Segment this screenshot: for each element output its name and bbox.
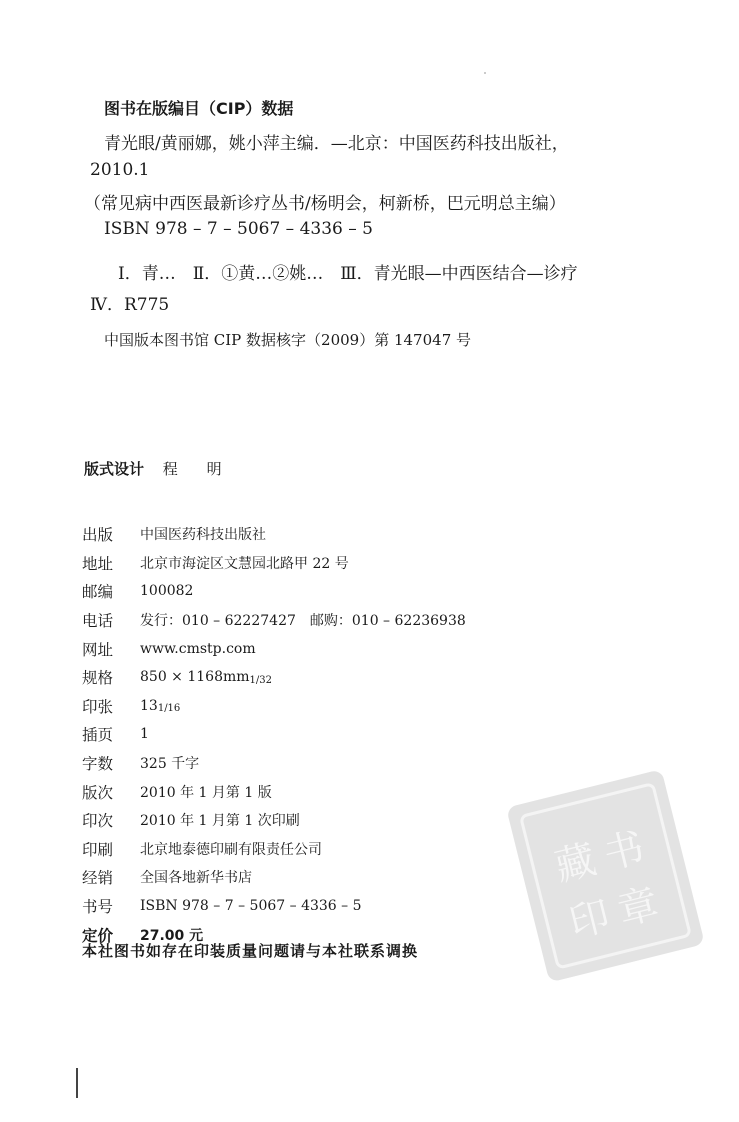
info-label: 印张 (82, 697, 114, 716)
info-label: 地址 (82, 554, 114, 573)
info-value: ISBN 978 – 7 – 5067 – 4336 – 5 (140, 898, 362, 915)
design-label: 版式设计 (84, 460, 145, 478)
info-row (82, 606, 466, 635)
cip-line-series: （常见病中西医最新诊疗丛书/杨明会，柯新桥，巴元明总主编） (84, 194, 566, 214)
info-label: 版次 (82, 783, 114, 802)
info-value: 2010 年 1 月第 1 次印刷 (140, 813, 300, 830)
info-label: 电话 (82, 612, 114, 631)
cip-line-year: 2010.1 (90, 160, 150, 180)
info-value: 850 × 1168mm (140, 669, 250, 686)
info-row (82, 549, 466, 578)
cip-line-classification: Ⅰ．青… Ⅱ．①黄…②姚… Ⅲ．青光眼—中西医结合—诊疗 (118, 264, 578, 284)
info-value: 2010 年 1 月第 1 版 (140, 784, 272, 801)
info-row (82, 663, 466, 692)
stamp-char-1: 藏 (550, 836, 601, 891)
info-label: 书号 (82, 898, 114, 917)
info-row (82, 863, 466, 892)
design-name: 程 明 (162, 460, 234, 478)
info-label: 字数 (82, 755, 114, 774)
info-value: 北京市海淀区文慧园北路甲 22 号 (140, 555, 349, 572)
info-value: 325 千字 (140, 756, 200, 773)
info-value: 全国各地新华书店 (140, 870, 252, 887)
cip-heading: 图书在版编目（CIP）数据 (104, 99, 294, 118)
cip-line-isbn: ISBN 978 – 7 – 5067 – 4336 – 5 (104, 219, 373, 239)
info-row (82, 520, 466, 549)
cip-record-number: 中国版本图书馆 CIP 数据核字（2009）第 147047 号 (104, 331, 472, 349)
info-row (82, 634, 466, 663)
library-seal-stamp-icon (488, 758, 723, 998)
info-row (82, 892, 466, 921)
info-value: 中国医药科技出版社 (140, 527, 266, 544)
cip-line-class-number: Ⅳ．R775 (90, 295, 170, 315)
info-label: 经销 (82, 869, 114, 888)
info-fraction: 1/16 (157, 703, 181, 715)
info-label: 插页 (82, 726, 114, 745)
margin-mark (76, 1068, 78, 1098)
info-value: 发行：010 – 62227427 邮购：010 – 62236938 (140, 613, 466, 630)
publication-info (82, 520, 466, 949)
info-value: 北京地泰德印刷有限责任公司 (140, 841, 322, 858)
info-fraction: 1/32 (249, 674, 273, 686)
info-label: 出版 (82, 526, 114, 545)
cip-line-title: 青光眼/黄丽娜，姚小萍主编．—北京：中国医药科技出版社， (104, 134, 569, 154)
info-value: 1 (140, 726, 149, 743)
info-label: 印刷 (82, 840, 114, 859)
info-row (82, 720, 466, 749)
stamp-char-3: 印 (564, 892, 615, 948)
scan-speck (484, 72, 486, 74)
info-value: 27.00 元 (140, 927, 204, 944)
stamp-char-4: 章 (613, 880, 664, 936)
info-label: 网址 (82, 640, 114, 659)
info-row (82, 777, 466, 806)
layout-design-credit (84, 458, 234, 479)
info-row (82, 806, 466, 835)
info-row (82, 577, 466, 606)
quality-notice: 本社图书如存在印装质量问题请与本社联系调换 (82, 942, 419, 960)
info-label: 邮编 (82, 583, 114, 602)
info-row (82, 692, 466, 721)
info-row (82, 749, 466, 778)
info-label: 印次 (82, 812, 114, 831)
stamp-char-2: 书 (599, 824, 650, 879)
info-value: 13 (140, 697, 158, 714)
info-label: 规格 (82, 669, 114, 688)
info-label: 定价 (82, 926, 114, 945)
info-value: www.cmstp.com (140, 640, 256, 657)
info-value: 100082 (140, 583, 194, 600)
info-row (82, 835, 466, 864)
